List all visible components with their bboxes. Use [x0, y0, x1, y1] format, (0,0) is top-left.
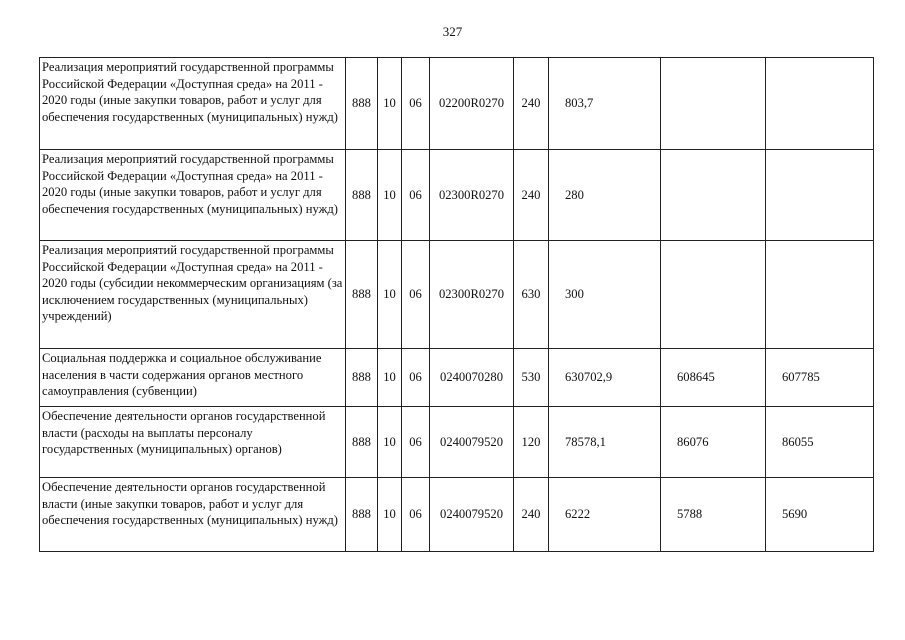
row-description: Реализация мероприятий государственной программы Российской Федерации «Доступная среда» на 2011 - 2020 годы (субсидии некоммерческим организациям (за исключением государственных (муниципальных) учреждений) [40, 241, 346, 349]
subsection-code: 06 [402, 58, 430, 150]
grbs-code: 888 [346, 349, 378, 407]
row-description: Обеспечение деятельности органов государственной власти (расходы на выплаты персоналу государственных (муниципальных) органов) [40, 407, 346, 478]
row-description: Реализация мероприятий государственной программы Российской Федерации «Доступная среда» на 2011 - 2020 годы (иные закупки товаров, работ и услуг для обеспечения государственных (муниципальных) нужд) [40, 150, 346, 241]
budget-table [39, 57, 874, 552]
target-article-code: 0240079520 [430, 407, 514, 478]
table-row [40, 150, 874, 241]
section-code: 10 [378, 241, 402, 349]
amount-year-2 [661, 58, 766, 150]
grbs-code: 888 [346, 58, 378, 150]
amount-year-2: 5788 [661, 478, 766, 552]
expense-type-code: 120 [514, 407, 549, 478]
table-row [40, 241, 874, 349]
amount-year-2: 608645 [661, 349, 766, 407]
amount-year-3 [766, 58, 874, 150]
subsection-code: 06 [402, 407, 430, 478]
subsection-code: 06 [402, 150, 430, 241]
subsection-code: 06 [402, 349, 430, 407]
amount-year-1: 78578,1 [549, 407, 661, 478]
amount-year-3 [766, 241, 874, 349]
target-article-code: 02200R0270 [430, 58, 514, 150]
amount-year-1: 803,7 [549, 58, 661, 150]
page-number: 327 [442, 24, 463, 39]
amount-year-2: 86076 [661, 407, 766, 478]
expense-type-code: 240 [514, 58, 549, 150]
amount-year-1: 630702,9 [549, 349, 661, 407]
grbs-code: 888 [346, 478, 378, 552]
section-code: 10 [378, 478, 402, 552]
section-code: 10 [378, 349, 402, 407]
amount-year-3: 86055 [766, 407, 874, 478]
expense-type-code: 240 [514, 150, 549, 241]
amount-year-3 [766, 150, 874, 241]
table-row [40, 58, 874, 150]
grbs-code: 888 [346, 241, 378, 349]
expense-type-code: 240 [514, 478, 549, 552]
row-description: Социальная поддержка и социальное обслуживание населения в части содержания органов местного самоуправления (субвенции) [40, 349, 346, 407]
target-article-code: 0240070280 [430, 349, 514, 407]
target-article-code: 02300R0270 [430, 150, 514, 241]
row-description: Реализация мероприятий государственной программы Российской Федерации «Доступная среда» на 2011 - 2020 годы (иные закупки товаров, работ и услуг для обеспечения государственных (муниципальных) нужд) [40, 58, 346, 150]
table-row [40, 407, 874, 478]
amount-year-3: 5690 [766, 478, 874, 552]
target-article-code: 0240079520 [430, 478, 514, 552]
amount-year-3: 607785 [766, 349, 874, 407]
grbs-code: 888 [346, 150, 378, 241]
amount-year-1: 300 [549, 241, 661, 349]
subsection-code: 06 [402, 478, 430, 552]
subsection-code: 06 [402, 241, 430, 349]
section-code: 10 [378, 150, 402, 241]
amount-year-2 [661, 150, 766, 241]
table-row [40, 349, 874, 407]
expense-type-code: 530 [514, 349, 549, 407]
section-code: 10 [378, 58, 402, 150]
amount-year-1: 280 [549, 150, 661, 241]
amount-year-2 [661, 241, 766, 349]
expense-type-code: 630 [514, 241, 549, 349]
amount-year-1: 6222 [549, 478, 661, 552]
target-article-code: 02300R0270 [430, 241, 514, 349]
row-description: Обеспечение деятельности органов государственной власти (иные закупки товаров, работ и услуг для обеспечения государственных (муниципальных) нужд) [40, 478, 346, 552]
grbs-code: 888 [346, 407, 378, 478]
table-row [40, 478, 874, 552]
section-code: 10 [378, 407, 402, 478]
